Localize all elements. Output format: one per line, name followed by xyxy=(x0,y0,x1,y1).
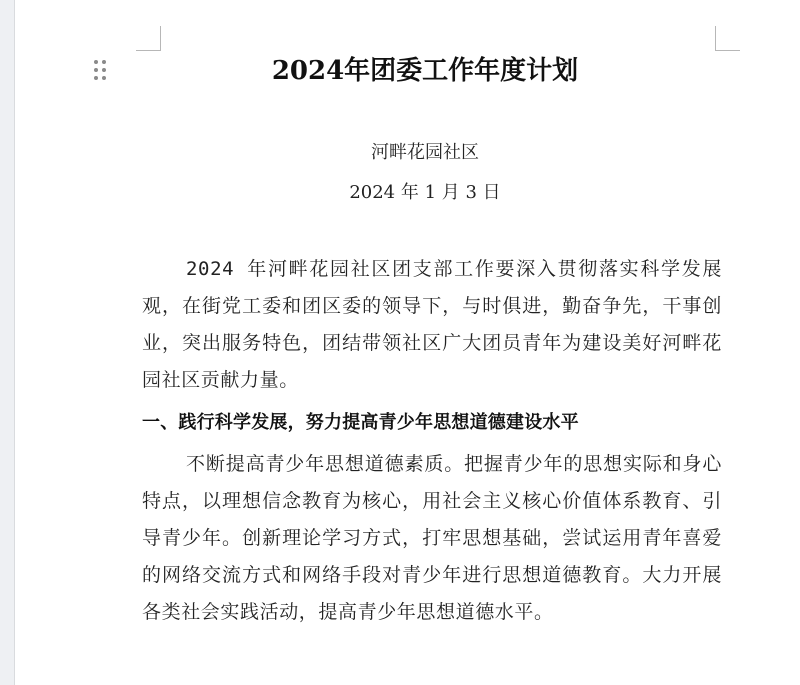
top-right-margin-marker xyxy=(715,26,740,51)
section-heading[interactable]: 一、践行科学发展，努力提高青少年思想道德建设水平 xyxy=(142,412,579,433)
section-paragraph[interactable]: 不断提高青少年思想道德素质。把握青少年的思想实际和身心特点，以理想信念教育为核心，用社会主义核心价值体系教育、引导青少年。创新理论学习方式，打牢思想基础，尝试运用青年喜爱的网络交流方式和网络手段对青少年进行思想道德教育。大力开展各类社会实践活动，提高青少年思想道德水平。 xyxy=(142,453,722,623)
organization-line[interactable]: 河畔花园社区 xyxy=(371,142,479,163)
document-page[interactable] xyxy=(18,0,800,685)
document-title[interactable]: 2024年团委工作年度计划 xyxy=(271,56,579,86)
date-line[interactable]: 2024 年 1 月 3 日 xyxy=(349,182,501,203)
top-left-margin-marker xyxy=(136,26,161,51)
block-drag-handle-icon[interactable] xyxy=(94,60,108,82)
intro-paragraph[interactable]: 2024 年河畔花园社区团支部工作要深入贯彻落实科学发展观，在街党工委和团区委的领导下，与时俱进，勤奋争先，干事创业，突出服务特色，团结带领社区广大团员青年为建设美好河畔花园社区贡献力量。 xyxy=(142,258,722,391)
editor-left-margin xyxy=(0,0,15,685)
next-line-cutoff xyxy=(198,676,738,685)
